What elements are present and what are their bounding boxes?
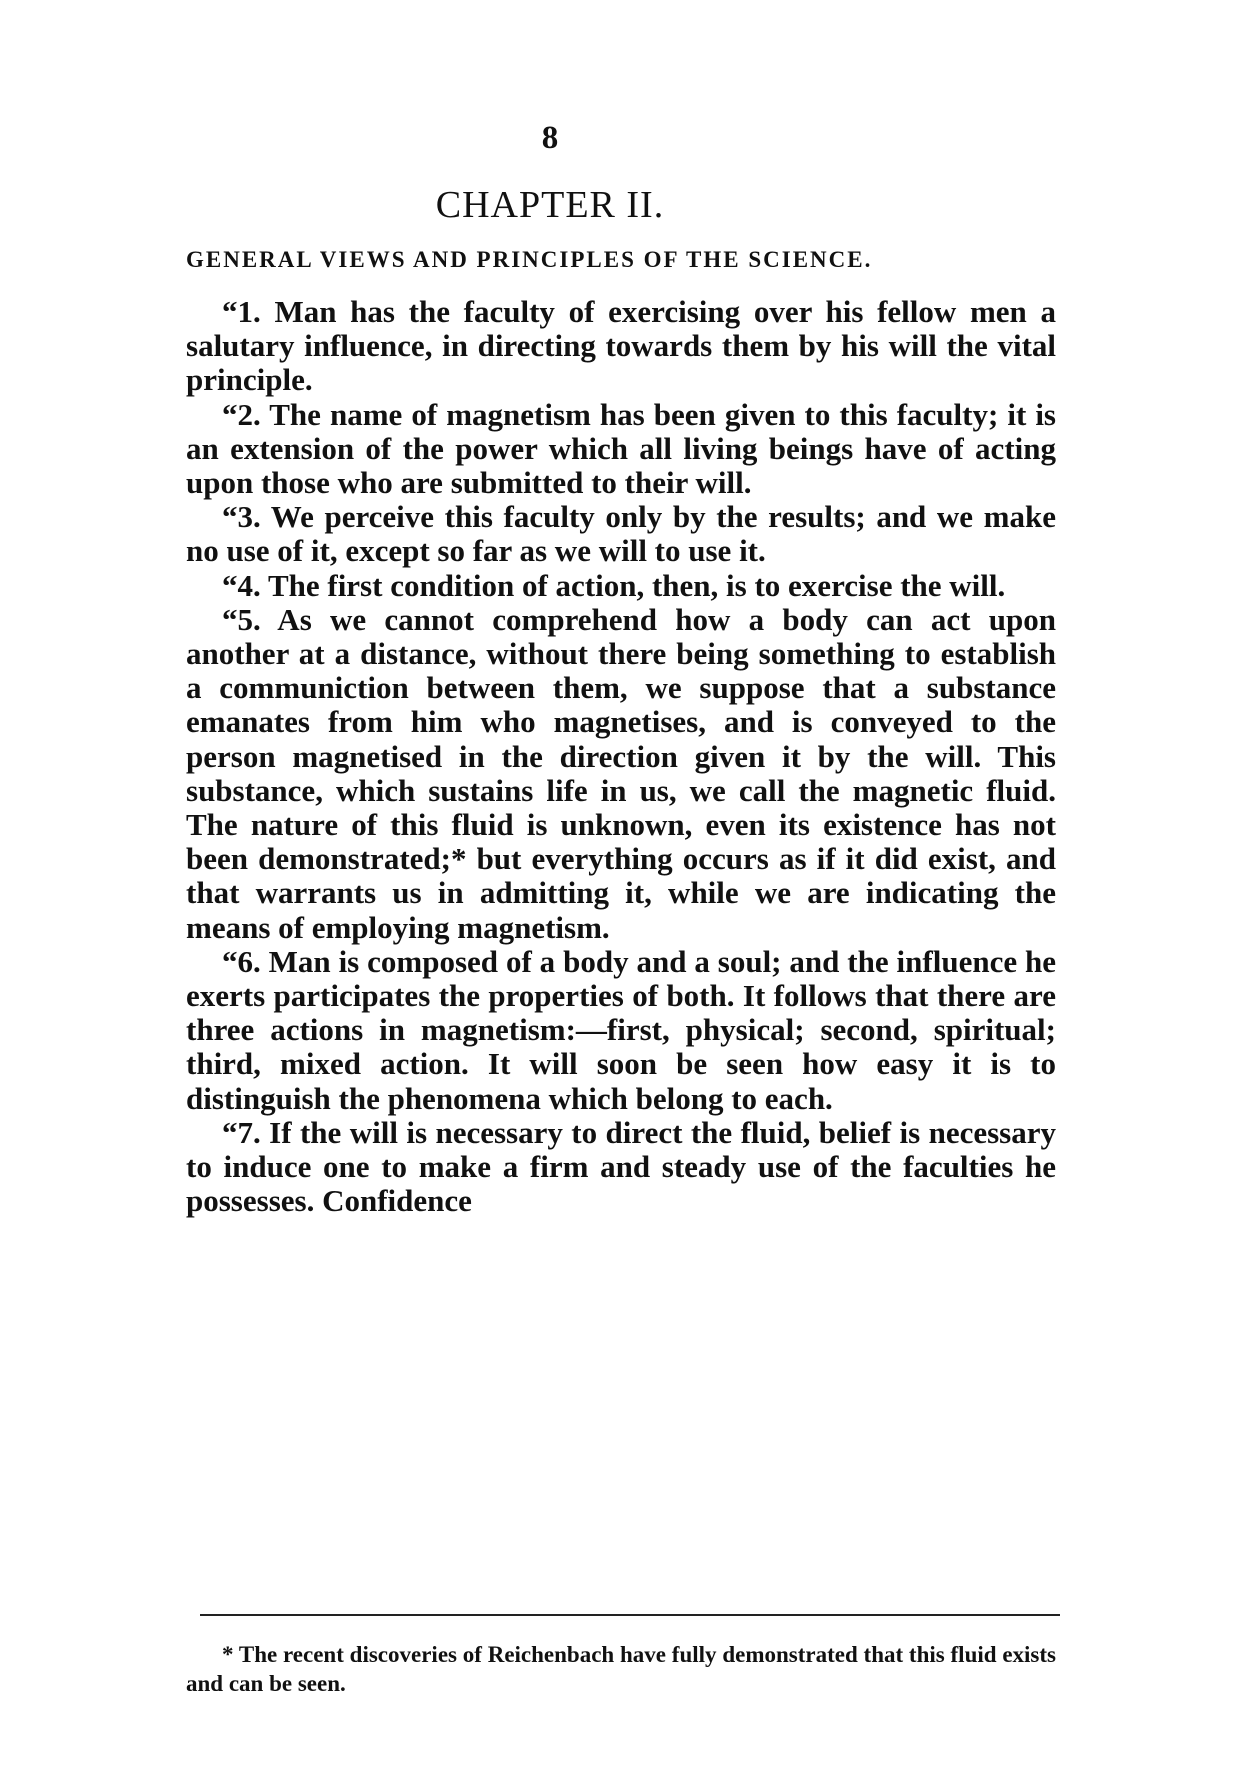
paragraph-4: “4. The first condition of action, then, is to exercise the will. xyxy=(222,567,1006,603)
footnote: * The recent discoveries of Reichenbach have fully demonstrated that this fluid exists and can be seen. xyxy=(186,1642,1056,1696)
page-number: 8 xyxy=(541,120,559,156)
paragraph-3: “3. We perceive this faculty only by the results; and we make no use of it, except so far as we will to use it. xyxy=(186,499,1056,569)
body-text xyxy=(186,295,1056,1218)
chapter-title: CHAPTER II. xyxy=(435,184,665,226)
section-heading: GENERAL VIEWS AND PRINCIPLES OF THE SCIENCE. xyxy=(186,247,873,272)
paragraph-2: “2. The name of magnetism has been given to this faculty; it is an extension of the power which all living beings have of acting upon those who are submitted to their will. xyxy=(186,396,1056,501)
paragraph-5: “5. As we cannot comprehend how a body can act upon another at a distance, without there being something to establish a communiction between them, we suppose that a substance emanates from him who magnetises, and is conveyed to the person magnetised in the direction given it by the will. This substance, which sustains life in us, we call the magnetic fluid. The nature of this fluid is unknown, even its existence has not been demonstrated;* but everything occurs as if it did exist, and that warrants us in admitting it, while we are indicating the means of employing magnetism. xyxy=(186,601,1056,945)
paragraph-1: “1. Man has the faculty of exercising over his fellow men a salutary influence, in directing towards them by his will the vital principle. xyxy=(186,294,1056,398)
paragraph-6: “6. Man is composed of a body and a soul; and the influence he exerts participates the properties of both. It follows that there are three actions in magnetism:—first, physical; second, spiritual; third, mixed action. It will soon be seen how easy it is to distinguish the phenomena which belong to each. xyxy=(186,943,1056,1116)
paragraph-7: “7. If the will is necessary to direct the fluid, belief is necessary to induce one to make a firm and steady use of the faculties he possesses. Confidence xyxy=(186,1114,1056,1219)
footnote-divider xyxy=(200,1614,1060,1616)
